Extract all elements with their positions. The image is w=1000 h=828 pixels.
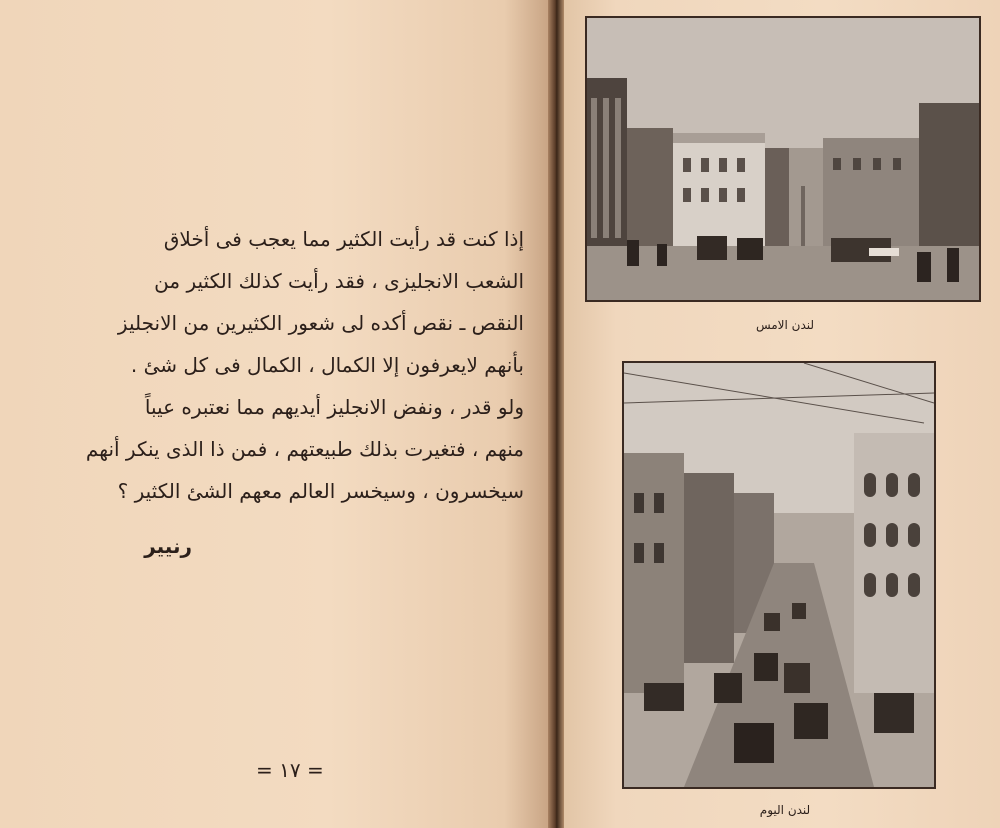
text-line: الشعب الانجليزى ، فقد رأيت كذلك الكثير من bbox=[154, 269, 524, 293]
text-line: ولو قدر ، ونفض الانجليز أيديهم مما نعتبره عيباً bbox=[144, 395, 524, 419]
bottom-photo-caption: لندن اليوم bbox=[759, 803, 811, 817]
top-photo-caption: لندن الامس bbox=[755, 318, 815, 332]
text-line: إذا كنت قد رأيت الكثير مما يعجب فى أخلاق bbox=[163, 227, 524, 251]
author-signature: رنيير bbox=[144, 534, 192, 558]
text-line: سيخسرون ، وسيخسر العالم معهم الشئ الكثير ؟ bbox=[117, 479, 524, 503]
london-today-photo bbox=[622, 361, 936, 789]
book-gutter bbox=[548, 0, 564, 828]
text-line: النقص ـ نقص أكده لى شعور الكثيرين من الانجليز bbox=[117, 311, 524, 335]
page-number: = ١٧ = bbox=[256, 758, 324, 782]
text-line: منهم ، فتغيرت بذلك طبيعتهم ، فمن ذا الذى ينكر أنهم bbox=[85, 437, 524, 461]
london-yesterday-photo bbox=[585, 16, 981, 302]
text-line: بأنهم لايعرفون إلا الكمال ، الكمال فى كل شئ . bbox=[130, 353, 524, 377]
body-text bbox=[85, 218, 524, 512]
